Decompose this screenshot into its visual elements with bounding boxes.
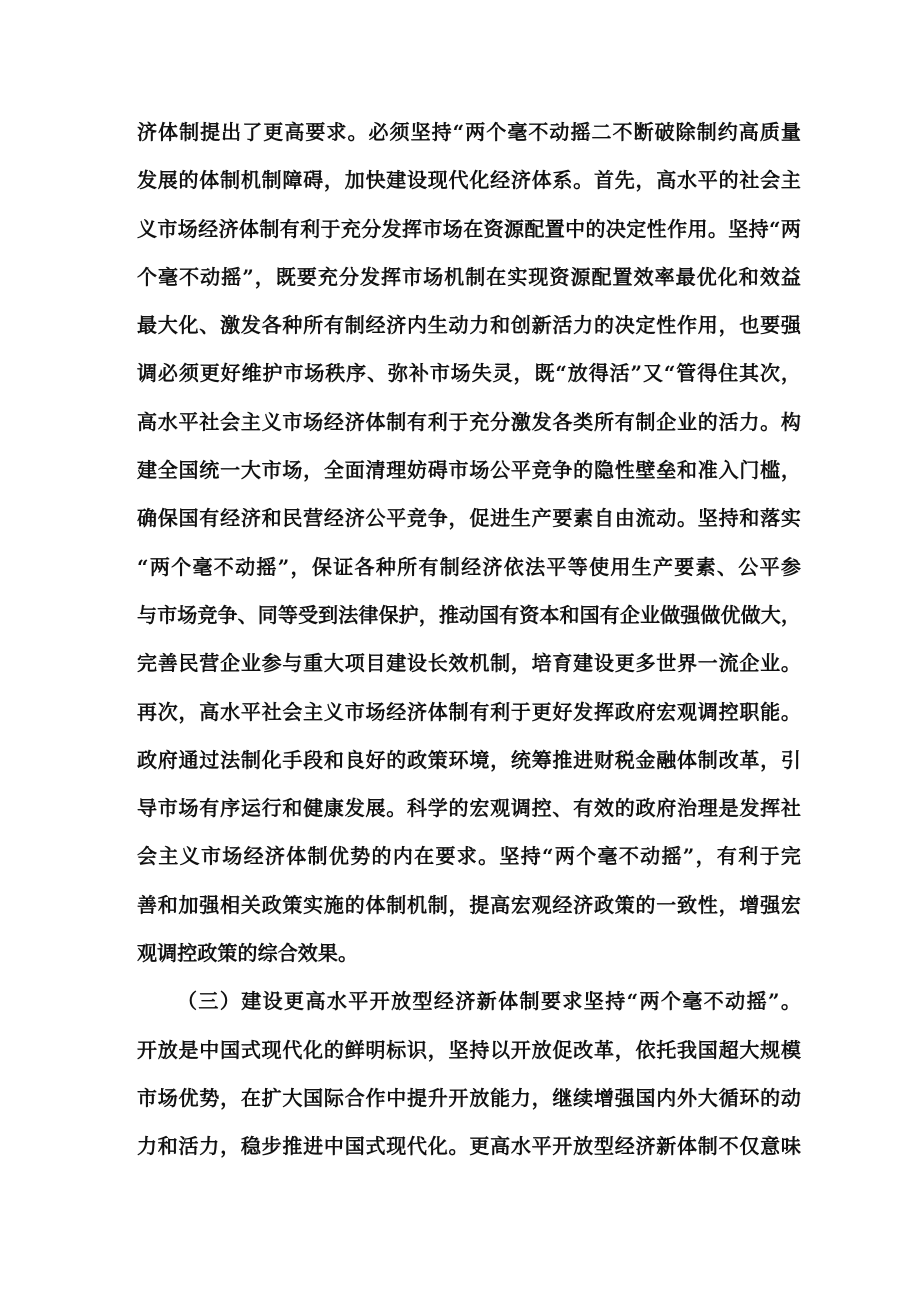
text-line: 确保国有经济和民营经济公平竞争，促进生产要素自由流动。坚持和落实 — [137, 506, 801, 531]
paragraph-open-economy — [137, 977, 801, 1170]
text-line: 力和活力，稳步推进中国式现代化。更高水平开放型经济新体制不仅意味 — [137, 1134, 801, 1159]
text-line: 会主义市场经济体制优势的内在要求。坚持“两个毫不动摇”，有利于完 — [137, 844, 801, 869]
text-line: 个毫不动摇”，既要充分发挥市场机制在实现资源配置效率最优化和效益 — [137, 264, 801, 289]
text-line: 政府通过法制化手段和良好的政策环境，统筹推进财税金融体制改革，引 — [137, 747, 801, 772]
text-line: 市场优势，在扩大国际合作中提升开放能力，继续增强国内外大循环的动 — [137, 1085, 801, 1110]
text-line: 建全国统一大市场，全面清理妨碍市场公平竞争的隐性壁垒和准入门槛， — [137, 458, 801, 483]
text-line: 再次，高水平社会主义市场经济体制有利于更好发挥政府宏观调控职能。 — [137, 699, 801, 724]
text-line: 导市场有序运行和健康发展。科学的宏观调控、有效的政府治理是发挥社 — [137, 796, 801, 821]
document-body — [137, 108, 801, 1171]
text-line: 济体制提出了更高要求。必须坚持“两个毫不动摇二不断破除制约高质量 — [137, 120, 801, 144]
paragraph-market-economy — [137, 108, 801, 977]
text-line: 调必须更好维护市场秩序、弥补市场失灵，既“放得活”又“管得住其次， — [137, 361, 801, 386]
text-line: 发展的体制机制障碍，加快建设现代化经济体系。首先，高水平的社会主 — [137, 168, 801, 193]
text-line: 完善民营企业参与重大项目建设长效机制，培育建设更多世界一流企业。 — [137, 651, 801, 676]
section-heading-line: （三）建设更高水平开放型经济新体制要求坚持“两个毫不动摇”。 — [177, 989, 801, 1014]
text-line: 与市场竞争、同等受到法律保护，推动国有资本和国有企业做强做优做大， — [137, 602, 801, 627]
text-line: 善和加强相关政策实施的体制机制，提高宏观经济政策的一致性，增强宏 — [137, 892, 801, 917]
text-line: 高水平社会主义市场经济体制有利于充分激发各类所有制企业的活力。构 — [137, 409, 801, 434]
text-line: 最大化、激发各种所有制经济内生动力和创新活力的决定性作用，也要强 — [137, 313, 801, 338]
text-line: 义市场经济体制有利于充分发挥市场在资源配置中的决定性作用。坚持“两 — [137, 216, 801, 241]
text-line: 观调控政策的综合效果。 — [137, 941, 359, 966]
text-line: “两个毫不动摇”，保证各种所有制经济依法平等使用生产要素、公平参 — [137, 554, 801, 579]
text-line: 开放是中国式现代化的鲜明标识，坚持以开放促改革，依托我国超大规模 — [137, 1037, 801, 1062]
